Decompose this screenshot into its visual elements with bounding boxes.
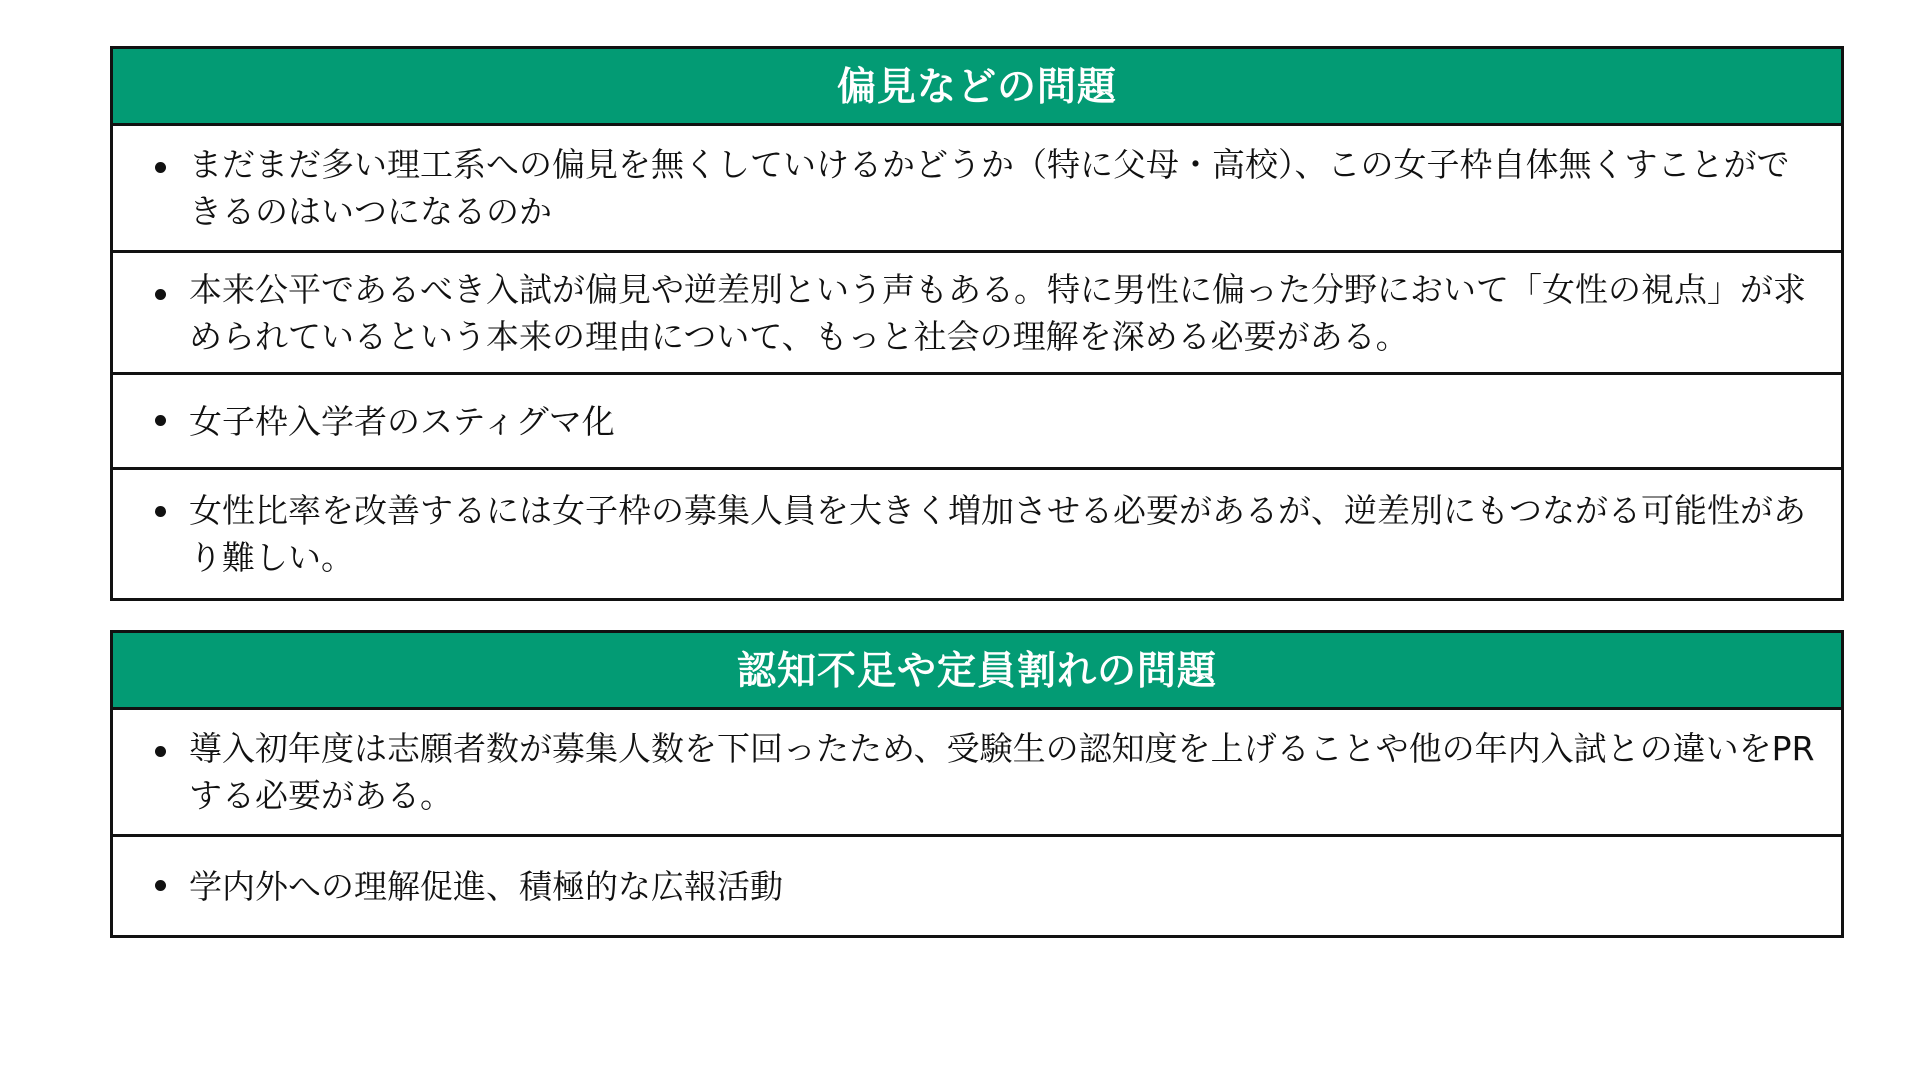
list-item bbox=[113, 250, 1841, 372]
bullet-icon bbox=[155, 880, 166, 891]
section-title: 認知不足や定員割れの問題 bbox=[113, 633, 1841, 710]
list-item bbox=[113, 372, 1841, 467]
bullet-icon bbox=[155, 162, 166, 173]
list-item-text: 学内外への理解促進、積極的な広報活動 bbox=[189, 866, 783, 906]
list-item bbox=[113, 126, 1841, 250]
bullet-icon bbox=[155, 415, 166, 426]
list-item-text: 女性比率を改善するには女子枠の募集人員を大きく増加させる必要があるが、逆差別にもつながる可能性があり難しい。 bbox=[189, 491, 1806, 577]
issue-section-awareness bbox=[110, 630, 1844, 938]
list-item-text: まだまだ多い理工系への偏見を無くしていけるかどうか（特に父母・高校）、この女子枠自体無くすことができるのはいつになるのか bbox=[189, 145, 1790, 231]
bullet-icon bbox=[155, 289, 166, 300]
list-item-text: 女子枠入学者のスティグマ化 bbox=[189, 401, 615, 441]
section-title: 偏見などの問題 bbox=[113, 49, 1841, 126]
list-item bbox=[113, 710, 1841, 834]
list-item bbox=[113, 467, 1841, 598]
list-item-text: 導入初年度は志願者数が募集人数を下回ったため、受験生の認知度を上げることや他の年内入試との違いをPRする必要がある。 bbox=[189, 729, 1815, 815]
bullet-icon bbox=[155, 746, 166, 757]
list-item bbox=[113, 834, 1841, 935]
bullet-icon bbox=[155, 506, 166, 517]
list-item-text: 本来公平であるべき入試が偏見や逆差別という声もある。特に男性に偏った分野において「女性の視点」が求められているという本来の理由について、もっと社会の理解を深める必要がある。 bbox=[189, 269, 1806, 356]
issue-section-bias bbox=[110, 46, 1844, 601]
